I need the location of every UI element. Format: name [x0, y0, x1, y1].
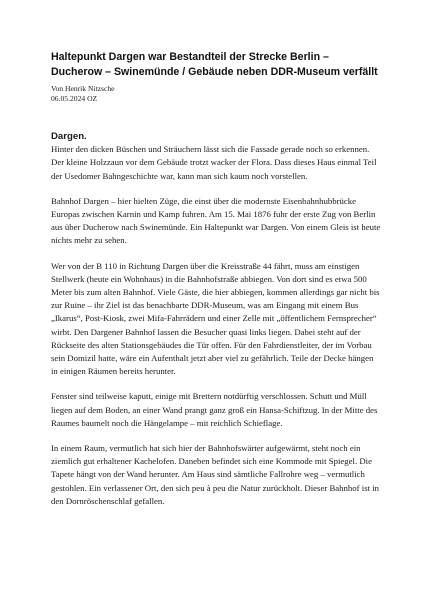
article-byline	[51, 84, 382, 103]
article-paragraph-1: Hinter den dicken Büschen und Sträuchern lässt sich die Fassade gerade noch so erkennen. Der kleine Holzzaun vor dem Gebäude trotzt wacker der Flora. Dass dieses Haus einmal Teil der Usedomer Bahngeschichte war, kann man sich kaum noch vorstellen.	[51, 144, 377, 181]
article-paragraph-2: Bahnhof Dargen – hier hielten Züge, die einst über die modernste Eisenbahnhubbrücke Europas zwischen Karnin und Kamp fuhren. Am 15. Mai 1876 fuhr der erste Zug von Berlin aus über Ducherow nach Swinemünde. Ein Haltepunkt war Dargen. Von einem Gleis ist heute nichts mehr zu sehen.	[51, 195, 381, 246]
article-author: Von Henrik Nitzsche	[51, 84, 115, 93]
article-paragraph-5: In einem Raum, vermutlich hat sich hier der Bahnhofswärter aufgewärmt, steht noch ein ziemlich gut erhaltener Kachelofen. Daneben befindet sich eine Kommode mit Spiegel. Die Tapete hängt von der Wand herunter. Am Haus sind sämtliche Fallrohre weg – vermutlich gestohlen. Ein verlassener Ort, den sich peu à peu die Natur zurückholt. Dieser Bahnhof ist in den Dornröschenschlaf gefallen.	[51, 443, 380, 506]
article-dateline: Dargen.	[51, 131, 87, 143]
article-date: 06.05.2024 OZ	[51, 93, 98, 103]
article-paragraph-4: Fenster sind teilweise kaputt, einige mit Brettern notdürftig verschlossen. Schutt und Müll liegen auf dem Boden, an einer Wand prangt ganz groß ein Hansa-Schiftzug. In der Mitte des Raumes baumelt noch die Hängelampe – mit reichlich Schieflage.	[51, 391, 378, 428]
article-title: Haltepunkt Dargen war Bestandteil der Strecke Berlin – Ducherow – Swinemünde / Gebäude neben DDR-Museum verfällt	[51, 51, 378, 78]
article-paragraph-3: Wer von der B 110 in Richtung Dargen über die Kreisstraße 44 fährt, muss am einstigen Stellwerk (heute ein Wohnhaus) in die Bahnhofstraße abbiegen. Von dort sind es etwa 500 Meter bis zum alten Bahnhof. Viele Gäste, die hier abbiegen, kommen allerdings gar nicht bis zur Ruine – ihr Ziel ist das benachbarte DDR-Museum, was am Eingang mit einem Bus „Ikarus“, Post-Kiosk, zwei Mifa-Fahrrädern und einer Zelle mit „öffentlichem Fernsprecher“ wirbt. Den Dargener Bahnhof lassen die Besucher quasi links liegen. Dabei steht auf der Rückseite des alten Stationsgebäudes die Tür offen. Für den Fahrdienstleiter, der im Vorbau sein Domizil hatte, wäre ein Aufenthalt jetzt aber viel zu gefährlich. Teile der Decke hängen in einigen Räumen bereits herunter.	[51, 260, 380, 377]
